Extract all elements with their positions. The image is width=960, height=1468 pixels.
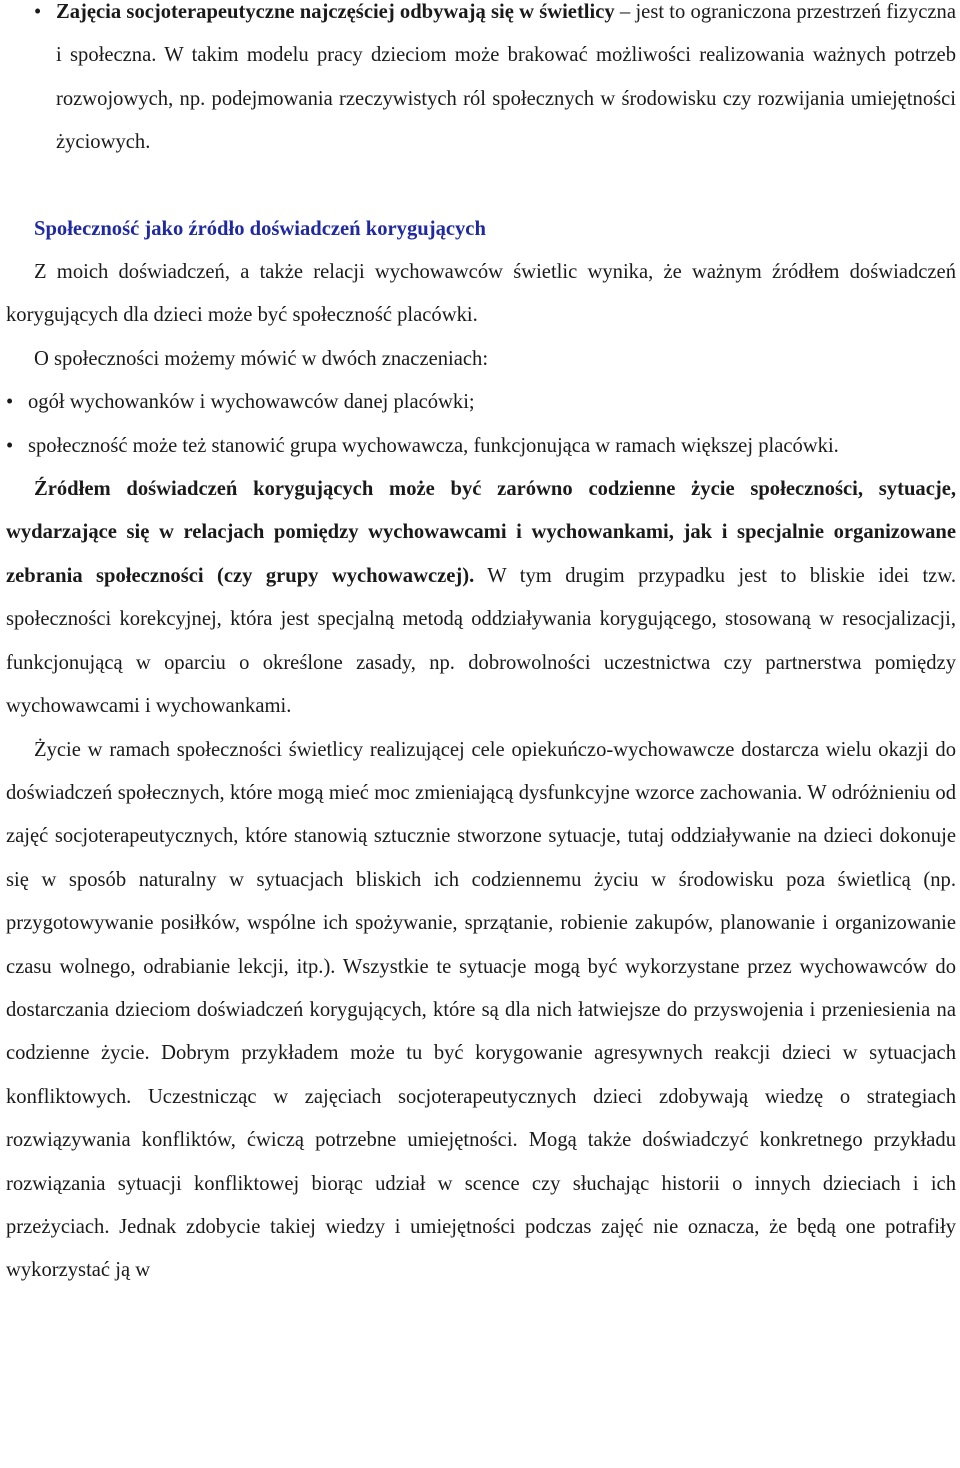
bullet-icon: •: [6, 391, 14, 414]
intro-rest-text: – jest to ograniczona przestrzeń fizyczna i społeczna. W takim modelu pracy dzieciom może brakować możliwości realizowania ważnych potrzeb rozwojowych, np. podejmowania rzeczywistych ról społecznych w środowisku czy rozwijania umiejętności życiowych.: [56, 1, 956, 154]
intro-bold-text: Zajęcia socjoterapeutyczne najczęściej odbywają się w świetlicy: [56, 1, 615, 23]
document-page: [6, 0, 956, 1293]
paragraph-bold-text: Źródłem doświadczeń korygujących może być zarówno codzienne życie społeczności, sytuacje, wydarzające się w relacjach pomiędzy wychowawcami i wychowankami, jak i specjalnie organizowane zebrania społeczności (czy grupy wychowawczej).: [6, 478, 956, 587]
intro-bullet-paragraph: [6, 0, 956, 165]
list-item: [6, 425, 956, 468]
paragraph-community-life: Życie w ramach społeczności świetlicy realizującej cele opiekuńczo-wychowawcze dostarcza wielu okazji do doświadczeń społecznych, które mogą mieć moc zmieniającą dysfunkcyjne wzorce zachowania. W odróżnieniu od zajęć socjoterapeutycznych, które stanowią sztucznie stworzone sytuacje, tutaj oddziaływanie na dzieci dokonuje się w sposób naturalny w sytuacjach bliskich ich codziennemu życiu w środowisku poza świetlicą (np. przygotowywanie posiłków, wspólne ich spożywanie, sprzątanie, robienie zakupów, planowanie i organizowanie czasu wolnego, odrabianie lekcji, itp.). Wszystkie te sytuacje mogą być wykorzystane przez wychowawców do dostarczania dzieciom doświadczeń korygujących, które są dla nich łatwiejsze do przyswojenia i przeniesienia na codzienne życie. Dobrym przykładem może tu być korygowanie agresywnych reakcji dzieci w sytuacjach konfliktowych. Uczestnicząc w zajęciach socjoterapeutycznych dzieci zdobywają wiedzę o strategiach rozwiązywania konfliktów, ćwiczą potrzebne umiejętności. Mogą także doświadczyć konkretnego przykładu rozwiązania sytuacji konfliktowej biorąc udział w scence czy słuchając historii o innych dzieciach i ich przeżyciach. Jednak zdobycie takiej wiedzy i umiejętności podczas zajęć nie oznacza, że będą one potrafiły wykorzystać ją w: [6, 738, 956, 1282]
paragraph-meanings-intro: O społeczności możemy mówić w dwóch znaczeniach:: [34, 347, 489, 370]
paragraph-rest-text: W tym drugim przypadku jest to bliskie idei tzw. społeczności korekcyjnej, która jest specjalną metodą oddziaływania korygującego, stosowaną w resocjalizacji, funkcjonującą w oparciu o określone zasady, np. dobrowolności uczestnictwa czy partnerstwa pomiędzy wychowawcami i wychowankami.: [6, 564, 956, 718]
paragraph-corrective-experiences: [6, 468, 956, 728]
bullet-icon: •: [6, 434, 14, 457]
bullet-icon: •: [34, 1, 42, 23]
section-heading: Społeczność jako źródło doświadczeń korygujących: [34, 217, 486, 240]
list-item-text: społeczność może też stanowić grupa wychowawcza, funkcjonująca w ramach większej placówki.: [28, 434, 839, 457]
list-item: [6, 381, 956, 424]
list-item-text: ogół wychowanków i wychowawców danej placówki;: [28, 391, 475, 414]
paragraph-sources: Z moich doświadczeń, a także relacji wychowawców świetlic wynika, że ważnym źródłem doświadczeń korygujących dla dzieci może być społeczność placówki.: [6, 261, 956, 327]
